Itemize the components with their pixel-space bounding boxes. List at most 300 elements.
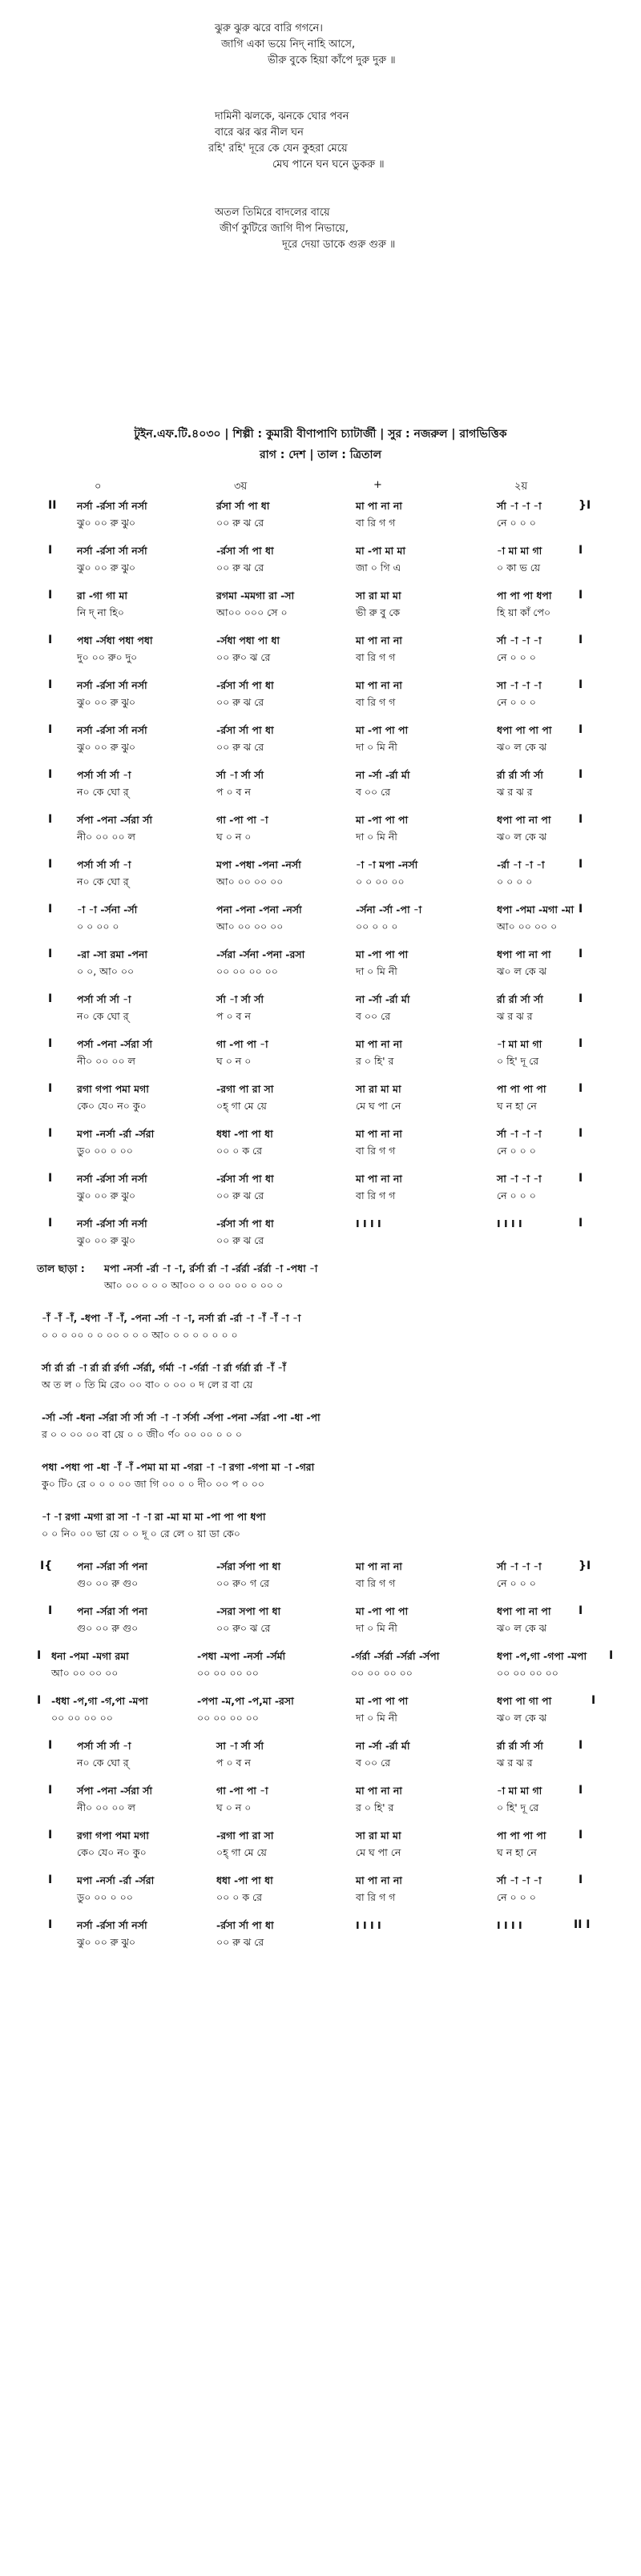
lyric-syllables: ঘ ০ ন ০	[216, 1055, 252, 1067]
swara-beat: রগমা -মমগা রা -সা	[216, 590, 295, 602]
bar-open: II	[48, 499, 57, 512]
lyric-syllables: ০০ রু ঝ রে	[216, 696, 264, 708]
bar-close: I	[591, 1694, 596, 1707]
lyric-syllables: ঝু০ ০০ রু ঝু০	[77, 741, 135, 753]
lyric-syllables: ০০ রু০ ঝ রে	[216, 1622, 271, 1634]
lyric-syllables: ন০ কে ঘো র্	[77, 786, 129, 798]
lyric-syllables: ঝ০ ল কে ঝ	[497, 741, 547, 753]
swara-beat: সা রা মা মা	[356, 1083, 401, 1095]
lyric-syllables: বা রি গ গ	[356, 1145, 396, 1157]
swara-beat: পর্সা র্সা র্সা -া	[77, 859, 131, 871]
notation-row	[0, 1123, 641, 1168]
swara-line: -র্সা -র্সা -ধনা -র্সরা র্সা র্সা র্সা -া -া র্সর্সা -র্সপা -পনা -র্সরা -পা -ধা -পা	[42, 1411, 320, 1423]
lyric-line: মেঘ পানে ঘন ঘনে ডুকরু ॥	[272, 159, 385, 171]
swara-beat: র্সা -া -া -া	[497, 1128, 542, 1140]
lyric-syllables: বা রি গ গ	[356, 517, 396, 529]
lyric-syllables: ০০ রু ঝ রে	[216, 1936, 264, 1948]
lyric-syllables: ঝু০ ০০ রু ঝু০	[77, 696, 135, 708]
notation-row	[0, 540, 641, 585]
swara-beat: -া মা মা গা	[497, 1785, 542, 1797]
swara-line: র্সা র্রা র্রা -া র্রা র্রা র্রর্গা -র্সর্রা, র্গর্মা -া -র্গর্রা -া র্রা র্গর্রা র্রা -াঁ -াঁ	[42, 1362, 286, 1374]
swara-beat: -া মা মা গা	[497, 545, 542, 557]
bar-open: I	[37, 1649, 42, 1662]
lyric-syllables: আ০ ০০ ০০ ০	[497, 920, 558, 932]
swara-beat: ধধা -পা পা ধা	[216, 1874, 273, 1886]
lyric-syllables: কে০ যে০ ন০ কু০	[77, 1100, 147, 1112]
lyric-syllables: আ০ ০০ ০০ ০০	[216, 920, 284, 932]
bar-close: I	[579, 1082, 583, 1095]
swara-beat: ধপা পা না পা	[497, 814, 551, 826]
swara-beat: সা -া -া -া	[497, 679, 542, 691]
bar-open: I	[48, 1172, 53, 1185]
swara-beat: র্সপা -পনা -র্সরা র্সা	[77, 1785, 153, 1797]
lyric-syllables: ঝু০ ০০ রু ঝু০	[77, 561, 135, 574]
bar-open: I	[48, 1604, 53, 1617]
swara-beat: I I I I	[497, 1919, 522, 1931]
lyric-syllables: ০০ রু০ গ রে	[216, 1577, 270, 1589]
beat-mark: +	[373, 479, 382, 491]
swara-beat: ধপা -পমা -মগা -মা	[497, 904, 574, 916]
bar-close: I	[579, 1172, 583, 1185]
swara-beat: মা পা না না	[356, 1874, 402, 1886]
swara-beat: পা পা পা পা	[497, 1083, 546, 1095]
lyric-syllables: ঝ র ঝ র	[497, 1010, 533, 1022]
lyric-syllables: ০ হি' দূ রে	[497, 1055, 539, 1067]
swara-beat: র্রা র্রা র্সা র্সা	[497, 769, 543, 781]
lyric-syllables: ন০ কে ঘো র্	[77, 1010, 129, 1022]
lyric-syllables: ০০ রু ঝ রে	[216, 517, 264, 529]
lyric-syllables: ঝ র ঝ র	[497, 786, 533, 798]
swara-beat: র্সা -া -া -া	[497, 500, 542, 512]
lyric-line: বারে ঝর ঝর নীল ঘন	[215, 127, 304, 139]
swara-beat: পর্সা -পনা -র্সরা র্সা	[77, 1038, 153, 1050]
lyric-syllables: নে ০ ০ ০	[497, 651, 536, 663]
lyric-syllables: ০ ০ ০ ০	[497, 875, 533, 888]
lyric-syllables: ০ ০ নি০ ০০ ভা য়ে ০ ০ দূ ০ রে লে ০ য়া ডা কে০	[42, 1527, 240, 1540]
lyric-syllables: নে ০ ০ ০	[497, 1189, 536, 1201]
swara-beat: -র্রসা র্সা পা ধা	[216, 545, 274, 557]
swara-beat: মা পা না না	[356, 1560, 402, 1572]
lyric-syllables: নী০ ০০ ০০ ল	[77, 1801, 135, 1813]
lyric-syllables: প ০ ব ন	[216, 1757, 251, 1769]
lyric-syllables: আ০ ০০ ০০ ০০	[51, 1667, 119, 1679]
swara-beat: I I I I	[356, 1919, 381, 1931]
bar-open: I	[37, 1694, 42, 1707]
lyric-syllables: দা ০ মি নী	[356, 1712, 397, 1724]
notation-row	[0, 1168, 641, 1213]
lyric-syllables: বা রি গ গ	[356, 651, 396, 663]
bar-open: I	[48, 1127, 53, 1140]
swara-beat: I I I I	[356, 1218, 381, 1230]
swara-beat: মা পা না না	[356, 1128, 402, 1140]
bar-open: I	[48, 589, 53, 602]
swara-beat: -র্রসা র্সা পা ধা	[216, 1218, 274, 1230]
bar-open: I	[48, 768, 53, 781]
notation-row	[0, 1735, 641, 1780]
bar-close: I	[579, 948, 583, 960]
swara-beat: রা -গা গা মা	[77, 590, 127, 602]
lyric-syllables: কু০ টি০ রে ০ ০ ০ ০০ জা গি ০০ ০ ০ দী০ ০০ প ০ ০০	[42, 1478, 265, 1490]
swara-beat: গা -পা পা -া	[216, 1038, 268, 1050]
swara-beat: -ধধা -প,গা -গ,পা -মপা	[51, 1695, 148, 1707]
swara-beat: মা -পা পা পা	[356, 814, 409, 826]
swara-beat: ধপা পা গা পা	[497, 1695, 552, 1707]
lyric-syllables: বা রি গ গ	[356, 1577, 396, 1589]
swara-beat: র্সা -া র্সা র্সা	[216, 769, 264, 781]
swara-beat: না -র্সা -র্রা র্মা	[356, 1740, 410, 1752]
swara-beat: পর্সা র্সা র্সা -া	[77, 1740, 131, 1752]
free-tempo-row	[0, 1258, 641, 1307]
lyric-syllables: ০ ০ ০ ০০ ০ ০ ০০ ০ ০ ০ আ০ ০ ০ ০ ০ ০ ০ ০	[42, 1329, 238, 1341]
lyric-syllables: ঝ০ ল কে ঝ	[497, 1622, 547, 1634]
bar-open: I	[48, 992, 53, 1005]
lyric-syllables: নে ০ ০ ০	[497, 1145, 536, 1157]
bar-close: I	[579, 992, 583, 1005]
lyric-line: ভীরু বুকে হিয়া কাঁপে দুরু দুরু ॥	[268, 54, 396, 66]
lyric-line: অতল তিমিরে বাদলের বায়ে	[215, 207, 330, 219]
swara-beat: সা রা মা মা	[356, 590, 401, 602]
bar-close: I	[579, 813, 583, 826]
swara-beat: নর্সা -র্রসা র্সা নর্সা	[77, 724, 147, 736]
swara-beat: মা পা না না	[356, 1173, 402, 1185]
lyric-syllables: ঝ০ ল কে ঝ	[497, 965, 547, 977]
swara-beat: -র্রসা র্সা পা ধা	[216, 724, 274, 736]
swara-beat: ধপা পা পা পা	[497, 724, 552, 736]
swara-beat: ধপা পা না পা	[497, 1605, 551, 1617]
swara-beat: রগা গপা পমা মগা	[77, 1083, 149, 1095]
swara-beat: সা -া -া -া	[497, 1173, 542, 1185]
lyric-syllables: ০ হি' দূ রে	[497, 1801, 539, 1813]
lyric-syllables: বা রি গ গ	[356, 1189, 396, 1201]
swara-beat: ধধা -পা পা ধা	[216, 1128, 273, 1140]
notation-row	[0, 719, 641, 764]
bar-open: I	[48, 1739, 53, 1752]
bar-close: }I	[579, 1560, 591, 1572]
lyric-syllables: ডু০ ০০ ০ ০০	[77, 1145, 133, 1157]
notation-row	[0, 988, 641, 1033]
notation-row	[0, 495, 641, 540]
lyric-syllables: ঝু০ ০০ রু ঝু০	[77, 1189, 135, 1201]
swara-beat: ধপা -প,গা -গপা -মপা	[497, 1650, 587, 1662]
lyric-syllables: দা ০ মি নী	[356, 965, 397, 977]
lyric-syllables: ০০ ০ ক রে	[216, 1145, 262, 1157]
lyric-line: দামিনী ঝলকে, ঝনকে ঘোর পবন	[215, 111, 349, 123]
swara-beat: -র্সরা র্সপা পা ধা	[216, 1560, 281, 1572]
free-tempo-label: তাল ছাড়া :	[37, 1262, 85, 1274]
swara-beat: -র্রা -া -া -া	[497, 859, 545, 871]
swara-beat: মা -পা পা পা	[356, 1605, 409, 1617]
lyric-syllables: র ০ ০ ০০ ০০ বা য়ে ০ ০ জী০ র্ণ০ ০০ ০০ ০ ০ ০	[42, 1428, 242, 1440]
lyric-line: দূরে দেয়া ডাকে গুরু গুরু ॥	[282, 239, 396, 251]
lyric-syllables: ঘ ন হা নে	[497, 1100, 537, 1112]
swara-beat: মা পা না না	[356, 500, 402, 512]
swara-beat: -র্সনা -র্সা -পা -া	[356, 904, 422, 916]
lyric-syllables: ঘ ০ ন ০	[216, 831, 252, 843]
bar-close: I	[579, 1037, 583, 1050]
notation-row	[0, 585, 641, 630]
swara-beat: মপা -নর্সা -র্রা -র্সরা	[77, 1128, 155, 1140]
lyric-syllables: ন০ কে ঘো র্	[77, 875, 129, 888]
beat-mark: ২য়	[514, 481, 528, 493]
bar-open: I	[48, 813, 53, 826]
lyric-syllables: নে ০ ০ ০	[497, 1577, 536, 1589]
swara-beat: র্রসা র্সা পা ধা	[216, 500, 270, 512]
lyric-syllables: নে ০ ০ ০	[497, 696, 536, 708]
bar-open: I	[48, 1037, 53, 1050]
swara-beat: না -র্সা -র্রা র্মা	[356, 993, 410, 1005]
lyric-syllables: দু০ ০০ রু০ দু০	[77, 651, 138, 663]
swara-beat: -রগা পা রা সা	[216, 1829, 274, 1841]
swara-beat: র্সা -া -া -া	[497, 1874, 542, 1886]
lyric-syllables: দা ০ মি নী	[356, 741, 397, 753]
bar-open: I	[48, 1874, 53, 1886]
swara-beat: -র্রসা র্সা পা ধা	[216, 1173, 274, 1185]
swara-beat: মা -পা পা পা	[356, 948, 409, 960]
notation-row	[0, 1780, 641, 1825]
lyric-syllables: ০০ রু ঝ রে	[216, 561, 264, 574]
swara-beat: সা রা মা মা	[356, 1829, 401, 1841]
notation-row	[0, 1690, 641, 1735]
lyric-syllables: হি য়া কাঁ পে০	[497, 606, 551, 618]
swara-beat: পর্সা র্সা র্সা -া	[77, 769, 131, 781]
lyric-syllables: গু০ ০০ রু গু০	[77, 1622, 139, 1634]
swara-beat: -র্গর্রা -র্সর্রা -র্সর্রা -র্সপা	[351, 1650, 440, 1662]
swara-line: -াঁ -াঁ -াঁ, -ধপা -াঁ -াঁ, -পনা -র্সা -া -া, নর্সা র্রা -র্রা -া -াঁ -াঁ -া -া	[42, 1312, 301, 1324]
bar-open: I	[48, 723, 53, 736]
lyric-syllables: নে ০ ০ ০	[497, 517, 536, 529]
free-tempo-row	[0, 1506, 641, 1556]
bar-open: I	[48, 634, 53, 646]
lyric-syllables: ব ০০ রে	[356, 1757, 391, 1769]
swara-beat: নর্সা -র্রসা র্সা নর্সা	[77, 545, 147, 557]
lyric-syllables: ঝ০ ল কে ঝ	[497, 1712, 547, 1724]
bar-close: I	[579, 544, 583, 557]
lyric-syllables: কে০ যে০ ন০ কু০	[77, 1846, 147, 1858]
bar-close: I	[579, 678, 583, 691]
notation-row	[0, 1078, 641, 1123]
swara-beat: মা পা না না	[356, 1785, 402, 1797]
bar-close: I	[579, 1739, 583, 1752]
lyric-syllables: ০০ ০০ ০০ ০০	[197, 1712, 259, 1724]
bar-close: I	[579, 723, 583, 736]
lyric-syllables: ব ০০ রে	[356, 1010, 391, 1022]
swara-beat: র্সা -া র্সা র্সা	[216, 993, 264, 1005]
lyric-syllables: দা ০ মি নী	[356, 831, 397, 843]
notation-section-1	[0, 495, 641, 1959]
swara-beat: -র্রসা র্সা পা ধা	[216, 679, 274, 691]
lyric-syllables: নী০ ০০ ০০ ল	[77, 831, 135, 843]
swara-beat: -রগা পা রা সা	[216, 1083, 274, 1095]
lyric-syllables: ০হ্ গা মে য়ে	[216, 1846, 267, 1858]
bar-open: I	[48, 1082, 53, 1095]
lyric-syllables: ডু০ ০০ ০ ০০	[77, 1891, 133, 1903]
lyric-syllables: ঘ ০ ন ০	[216, 1801, 252, 1813]
lyric-syllables: ০০ ০০ ০০ ০০	[216, 965, 278, 977]
lyric-syllables: ০০ ০০ ০০ ০০	[197, 1667, 259, 1679]
bar-open: I	[48, 1217, 53, 1230]
swara-beat: নর্সা -র্রসা র্সা নর্সা	[77, 1919, 147, 1931]
lyric-syllables: ব ০০ রে	[356, 786, 391, 798]
lyric-syllables: দা ০ মি নী	[356, 1622, 397, 1634]
lyric-syllables: ০০ রু০ ঝ রে	[216, 651, 271, 663]
bar-close: I	[579, 1784, 583, 1797]
bar-open: I	[48, 903, 53, 916]
bar-close: I	[579, 903, 583, 916]
bar-close: }I	[579, 499, 591, 512]
beat-mark: ০	[95, 481, 102, 493]
lyric-line: ঝুরু ঝুরু ঝরে বারি গগনে।	[215, 22, 323, 34]
notation-row	[0, 1033, 641, 1078]
lyric-line: রহি' রহি' দূরে কে যেন কুহরা মেয়ে	[208, 143, 348, 155]
bar-open: I	[48, 948, 53, 960]
swara-beat: নর্সা -র্রসা র্সা নর্সা	[77, 1173, 147, 1185]
bar-close: II I	[574, 1918, 591, 1931]
swara-beat: -া -া মপা -নর্সা	[356, 859, 418, 871]
notation-row	[0, 1213, 641, 1258]
swara-beat: র্রা র্রা র্সা র্সা	[497, 993, 543, 1005]
swara-beat: পা পা পা পা	[497, 1829, 546, 1841]
lyric-syllables: ০০ রু ঝ রে	[216, 1234, 264, 1246]
swara-line: পধা -পধা পা -ধা -াঁ -াঁ -পমা মা মা -গরা -া -া রগা -গপা মা -া -গরা	[42, 1461, 315, 1473]
lyric-syllables: ০০ ০০ ০০ ০০	[497, 1667, 558, 1679]
bar-close: I	[579, 768, 583, 781]
swara-beat: -সরা সপা পা ধা	[216, 1605, 281, 1617]
lyric-line: জাগি একা ভয়ে নিদ্ নাহি আসে,	[221, 38, 356, 50]
swara-beat: -র্রসা র্সা পা ধা	[216, 1919, 274, 1931]
lyric-syllables: ০ ০, আ০ ০০	[77, 965, 135, 977]
bar-open: I	[48, 544, 53, 557]
notation-row	[0, 1825, 641, 1870]
swara-beat: মা -পা পা পা	[356, 724, 409, 736]
lyric-syllables: বা রি গ গ	[356, 696, 396, 708]
raga-tala-line: রাগ : দেশ | তাল : ত্রিতাল	[259, 449, 382, 461]
swara-beat: -রা -সা রমা -পনা	[77, 948, 148, 960]
notation-row	[0, 944, 641, 988]
lyric-syllables: বা রি গ গ	[356, 1891, 396, 1903]
swara-beat: র্রা র্রা র্সা র্সা	[497, 1740, 543, 1752]
swara-beat: গা -পা পা -া	[216, 814, 268, 826]
lyrics-block	[0, 0, 641, 272]
swara-line: মপা -নর্সা -র্রা -া -া, র্রর্সা র্রা -া -র্রর্রা -র্রর্রা -া -পধা -া	[104, 1262, 318, 1274]
lyric-syllables: নী০ ০০ ০০ ল	[77, 1055, 135, 1067]
swara-beat: নর্সা -র্রসা র্সা নর্সা	[77, 500, 147, 512]
swara-beat: মপা -পধা -পনা -নর্সা	[216, 859, 301, 871]
lyric-syllables: ০হ্ গা মে য়ে	[216, 1100, 267, 1112]
bar-open: I	[48, 1918, 53, 1931]
lyric-syllables: ঘ ন হা নে	[497, 1846, 537, 1858]
lyric-syllables: নি দ্ না হি০	[77, 606, 124, 618]
lyric-syllables: ঝু০ ০০ রু ঝু০	[77, 1936, 135, 1948]
notation-row	[0, 1600, 641, 1645]
bar-close: I	[579, 858, 583, 871]
lyric-syllables: নে ০ ০ ০	[497, 1891, 536, 1903]
lyric-syllables: প ০ ব ন	[216, 1010, 251, 1022]
free-tempo-row	[0, 1307, 641, 1357]
beat-mark: ৩য়	[234, 481, 248, 493]
swara-beat: নর্সা -র্রসা র্সা নর্সা	[77, 1218, 147, 1230]
swara-beat: সা -া র্সা র্সা	[216, 1740, 264, 1752]
swara-beat: র্সপা -পনা -র্সরা র্সা	[77, 814, 153, 826]
swara-beat: মা পা না না	[356, 634, 402, 646]
lyric-syllables: ০ ০ ০০ ০০	[356, 875, 405, 888]
lyric-syllables: ০০ ০ ক রে	[216, 1891, 262, 1903]
bar-close: I	[579, 634, 583, 646]
free-tempo-row	[0, 1407, 641, 1456]
lyric-syllables: আ০ ০০ ০ ০ ০ আ০০ ০ ০ ০০ ০০ ০ ০০ ০	[104, 1279, 284, 1291]
bar-open: I	[48, 1829, 53, 1841]
free-tempo-row	[0, 1456, 641, 1506]
notation-row	[0, 764, 641, 809]
swara-beat: I I I I	[497, 1218, 522, 1230]
bar-close: I	[579, 1217, 583, 1230]
swara-line: -া -া রগা -মগা রা সা -া -া রা -মা মা মা -পা পা পা ধপা	[42, 1511, 266, 1523]
bar-close: I	[579, 1829, 583, 1841]
notation-row	[0, 899, 641, 944]
swara-beat: -পধা -মপা -নর্সা -র্সর্মা	[197, 1650, 286, 1662]
swara-beat: -া -া -র্সনা -র্সা	[77, 904, 138, 916]
lyric-syllables: অ ত ল ০ তি মি রে০ ০০ বা০ ০ ০০ ০ দ লে র বা য়ে	[42, 1379, 253, 1391]
lyric-syllables: ০ কা ভ য়ে	[497, 561, 541, 574]
swara-beat: -পপা -ম,পা -প,মা -রসা	[197, 1695, 294, 1707]
notation-row	[0, 1870, 641, 1914]
bar-open: I{	[40, 1560, 53, 1572]
swara-beat: গা -পা পা -া	[216, 1785, 268, 1797]
swara-beat: না -র্সা -র্রা র্মা	[356, 769, 410, 781]
swara-beat: মা -পা মা মা	[356, 545, 406, 557]
swara-beat: ধনা -পমা -মগা রমা	[51, 1650, 129, 1662]
lyric-syllables: র ০ হি' র	[356, 1055, 394, 1067]
notation-row	[0, 809, 641, 854]
lyric-syllables: ০০ ০০ ০০ ০০	[51, 1712, 113, 1724]
lyric-syllables: গু০ ০০ রু গু০	[77, 1577, 139, 1589]
lyric-syllables: র ০ হি' র	[356, 1801, 394, 1813]
notation-row	[0, 630, 641, 674]
lyric-syllables: ০০ ০০ ০০ ০০	[351, 1667, 413, 1679]
lyric-syllables: প ০ ব ন	[216, 786, 251, 798]
lyric-syllables: আ০ ০০ ০০ ০০	[216, 875, 284, 888]
swara-beat: নর্সা -র্রসা র্সা নর্সা	[77, 679, 147, 691]
swara-beat: -র্সধা পধা পা ধা	[216, 634, 280, 646]
lyric-syllables: ঝ০ ল কে ঝ	[497, 831, 547, 843]
lyric-syllables: ন০ কে ঘো র্	[77, 1757, 129, 1769]
lyric-syllables: ০০ রু ঝ রে	[216, 741, 264, 753]
bar-close: I	[579, 1604, 583, 1617]
notation-row	[0, 1556, 641, 1600]
swara-beat: মা -পা পা পা	[356, 1695, 409, 1707]
lyric-syllables: মে ঘ পা নে	[356, 1100, 401, 1112]
notation-row	[0, 1914, 641, 1959]
swara-beat: রগা গপা পমা মগা	[77, 1829, 149, 1841]
free-tempo-row	[0, 1357, 641, 1407]
lyric-syllables: জা ০ গি এ	[356, 561, 401, 574]
swara-beat: ধপা পা না পা	[497, 948, 551, 960]
bar-open: I	[48, 858, 53, 871]
swara-beat: মা পা না না	[356, 1038, 402, 1050]
swara-beat: পা পা পা ধপা	[497, 590, 552, 602]
bar-close: I	[609, 1649, 614, 1662]
bar-open: I	[48, 678, 53, 691]
lyric-syllables: ০ ০ ০০ ০	[77, 920, 119, 932]
lyric-syllables: ঝু০ ০০ রু ঝু০	[77, 517, 135, 529]
lyric-syllables: ভী রু বু কে	[356, 606, 401, 618]
swara-beat: মপা -নর্সা -র্রা -র্সরা	[77, 1874, 155, 1886]
lyric-syllables: ঝু০ ০০ রু ঝু০	[77, 1234, 135, 1246]
bar-close: I	[579, 1127, 583, 1140]
bar-close: I	[579, 1874, 583, 1886]
swara-beat: পনা -র্সরা র্সা পনা	[77, 1605, 148, 1617]
lyric-syllables: ০০ ০ ০ ০	[356, 920, 398, 932]
swara-beat: -র্সরা -র্সনা -পনা -রসা	[216, 948, 305, 960]
